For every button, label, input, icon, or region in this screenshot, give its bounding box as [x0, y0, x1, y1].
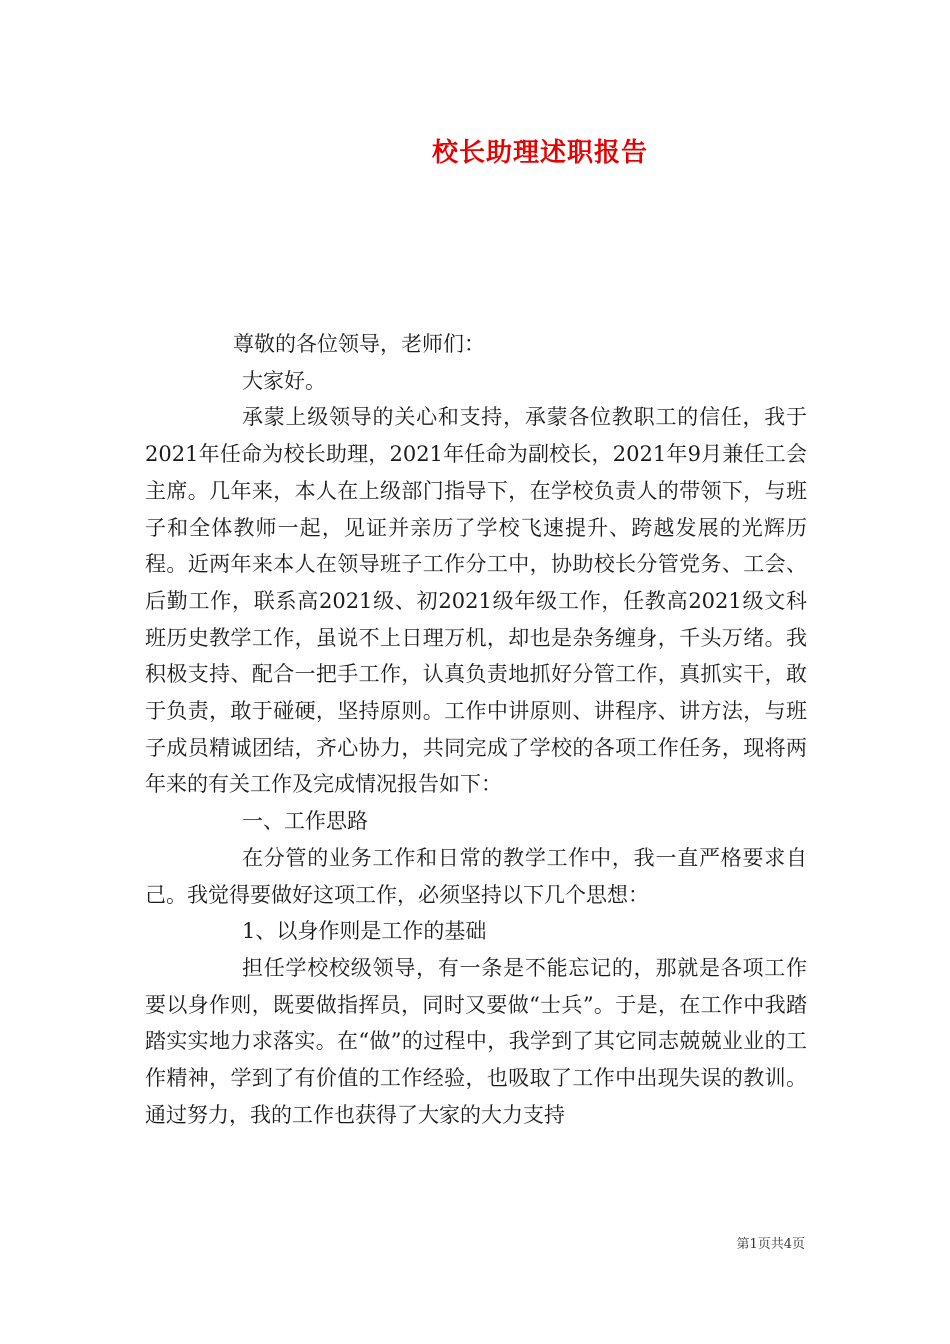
- page-indicator: 第1页共4页: [736, 1237, 805, 1252]
- page-title: 校长助理述职报告: [431, 138, 648, 168]
- paragraph: 担任学校校级领导，有一条是不能忘记的，那就是各项工作要以身作则，既要做指挥员，同时又要做“士兵”。于是，在工作中我踏踏实实地力求落实。在“做”的过程中，我学到了其它同志兢兢业业的工作精神，学到了有价值的工作经验，也吸取了工作中出现失误的教训。通过努力，我的工作也获得了大家的大力支持: [145, 955, 807, 1127]
- paragraph: 承蒙上级领导的关心和支持，承蒙各位教职工的信任，我于2021年任命为校长助理，2021年任命为副校长，2021年9月兼任工会主席。几年来，本人在上级部门指导下，在学校负责人的带领下，与班子和全体教师一起，见证并亲历了学校飞速提升、跨越发展的光辉历程。近两年来本人在领导班子工作分工中，协助校长分管党务、工会、后勤工作，联系高2021级、初2021级年级工作，任教高2021级文科班历史教学工作，虽说不上日理万机，却也是杂务缠身，千头万绪。我积极支持、配合一把手工作，认真负责地抓好分管工作，真抓实干，敢于负责，敢于碰硬，坚持原则。工作中讲原则、讲程序、讲方法，与班子成员精诚团结，齐心协力，共同完成了学校的各项工作任务，现将两年来的有关工作及完成情况报告如下：: [145, 405, 807, 797]
- subheading: 1、以身作则是工作的基础: [242, 919, 487, 944]
- greeting: 大家好。: [242, 368, 326, 393]
- document-body: [145, 326, 807, 1133]
- paragraph: 在分管的业务工作和日常的教学工作中，我一直严格要求自己。我觉得要做好这项工作，必须坚持以下几个思想：: [145, 845, 807, 907]
- section-heading: 一、工作思路: [242, 809, 368, 834]
- salutation: 尊敬的各位领导，老师们：: [233, 332, 485, 356]
